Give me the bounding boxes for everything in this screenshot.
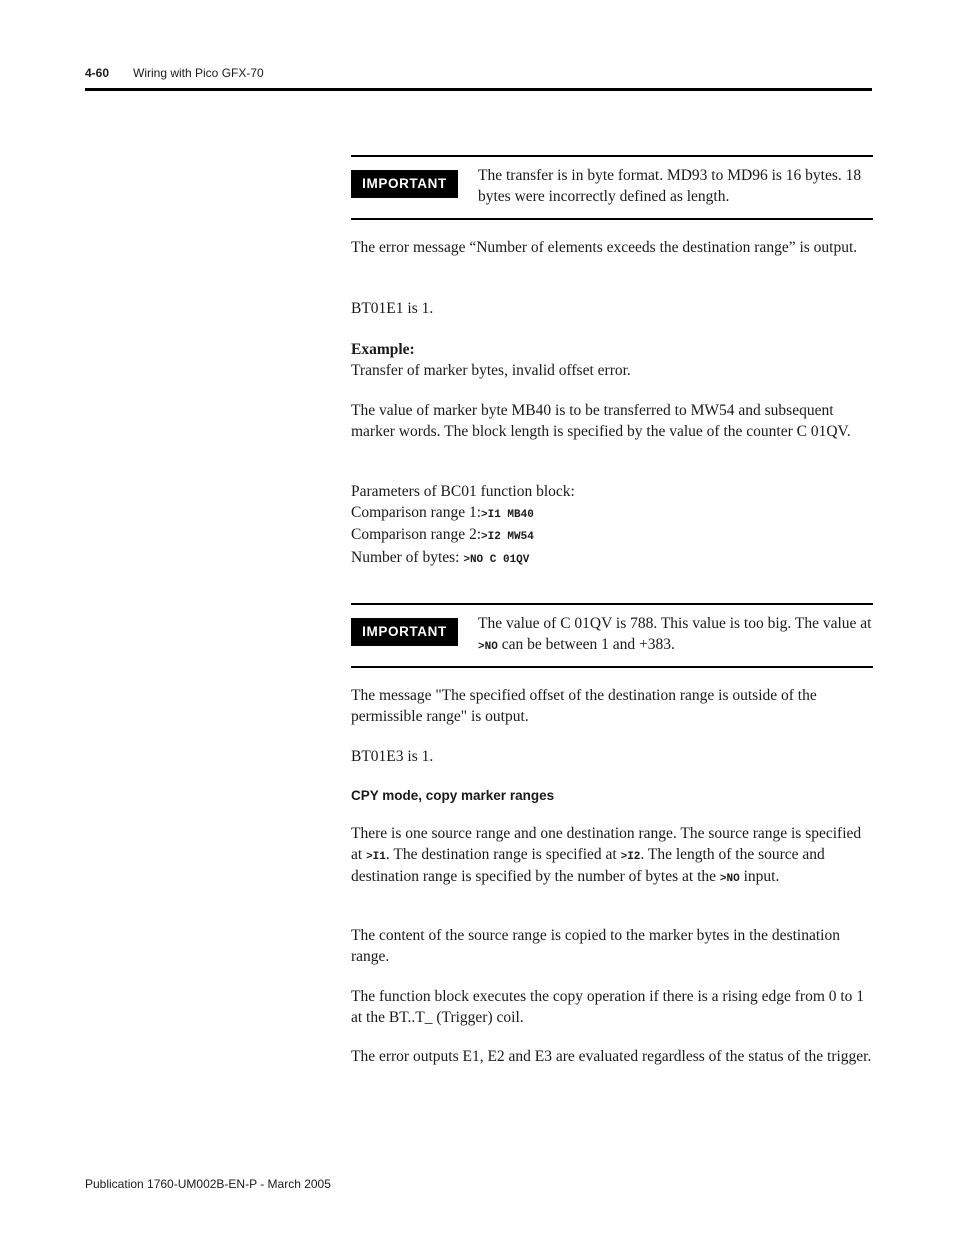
- important-text: [478, 614, 873, 657]
- cpy-paragraph-1: [351, 824, 873, 890]
- params-intro: Parameters of BC01 function block:: [351, 483, 575, 500]
- header-rule: [85, 88, 872, 91]
- publication-info: Publication 1760-UM002B-EN-P - March 2005: [85, 1177, 331, 1191]
- param-value: >I2 MW54: [481, 531, 534, 543]
- text-segment: can be between 1 and +383.: [497, 635, 675, 653]
- param-row-1: [351, 503, 873, 526]
- param-value: >NO C 01QV: [463, 553, 530, 566]
- example-description: Transfer of marker bytes, invalid offset error.: [351, 361, 631, 379]
- paragraph-text: The value of marker byte MB40 is to be transferred to MW54 and subsequent marker words. The block length is specified by the value of the counter C 01QV.: [351, 402, 851, 440]
- cpy-paragraph-4: [351, 1047, 873, 1068]
- param-row-2: [351, 525, 873, 548]
- example-section: [351, 340, 873, 381]
- example-heading: Example:: [351, 341, 415, 358]
- mb40-paragraph: [351, 401, 873, 442]
- paragraph-text: [351, 824, 873, 890]
- code-segment: >I1: [366, 850, 386, 863]
- important-label: IMPORTANT: [351, 170, 458, 198]
- code-segment: >I2: [620, 850, 641, 863]
- param-label: Comparison range 2:: [351, 526, 482, 543]
- cpy-heading: CPY mode, copy marker ranges: [351, 788, 555, 803]
- cpy-paragraph-2: [351, 926, 873, 967]
- param-label: Number of bytes:: [351, 548, 464, 566]
- text-segment: The value of C 01QV is 788. This value is too big. The value at: [478, 615, 872, 632]
- paragraph-text: BT01E3 is 1.: [351, 748, 434, 765]
- paragraph-text: The message "The specified offset of the destination range is outside of the permissible range" is output.: [351, 687, 817, 725]
- page-footer: [85, 1177, 331, 1191]
- error-message-paragraph: [351, 238, 873, 259]
- param-value: >I1 MB40: [481, 508, 534, 521]
- important-text: The transfer is in byte format. MD93 to MD96 is 16 bytes. 18 bytes were incorrectly defined as length.: [478, 167, 862, 205]
- cpy-paragraph-3: [351, 987, 873, 1028]
- paragraph-text: The error outputs E1, E2 and E3 are evaluated regardless of the status of the trigger.: [351, 1048, 872, 1065]
- header-title: Wiring with Pico GFX-70: [133, 66, 264, 80]
- bt01e1-paragraph: [351, 299, 873, 320]
- text-segment: There is one source range and one destination range. The source range is specified at: [351, 825, 862, 863]
- important-box-1: [351, 155, 873, 220]
- page-number: 4-60: [85, 66, 110, 80]
- important-label: IMPORTANT: [351, 618, 458, 646]
- paragraph-text: The content of the source range is copied to the marker bytes in the destination range.: [351, 927, 840, 965]
- paragraph-text: The function block executes the copy operation if there is a rising edge from 0 to 1 at the BT..T_ (Trigger) coil.: [351, 988, 865, 1026]
- offset-message-paragraph: [351, 686, 873, 727]
- bt01e3-paragraph: [351, 747, 873, 768]
- text-segment: . The destination range is specified at: [385, 845, 621, 863]
- code-segment: >NO: [719, 873, 740, 885]
- param-label: Comparison range 1:: [351, 503, 482, 521]
- text-segment: input.: [739, 868, 780, 885]
- code-segment: >NO: [478, 640, 498, 653]
- important-box-2: [351, 603, 873, 668]
- param-row-3: [351, 548, 873, 571]
- parameters-list: [351, 482, 873, 570]
- paragraph-text: The error message “Number of elements exceeds the destination range” is output.: [351, 239, 858, 256]
- text-segment: . The length of the source and destination range is specified by the number of bytes at the: [351, 845, 825, 885]
- paragraph-text: BT01E1 is 1.: [351, 300, 434, 317]
